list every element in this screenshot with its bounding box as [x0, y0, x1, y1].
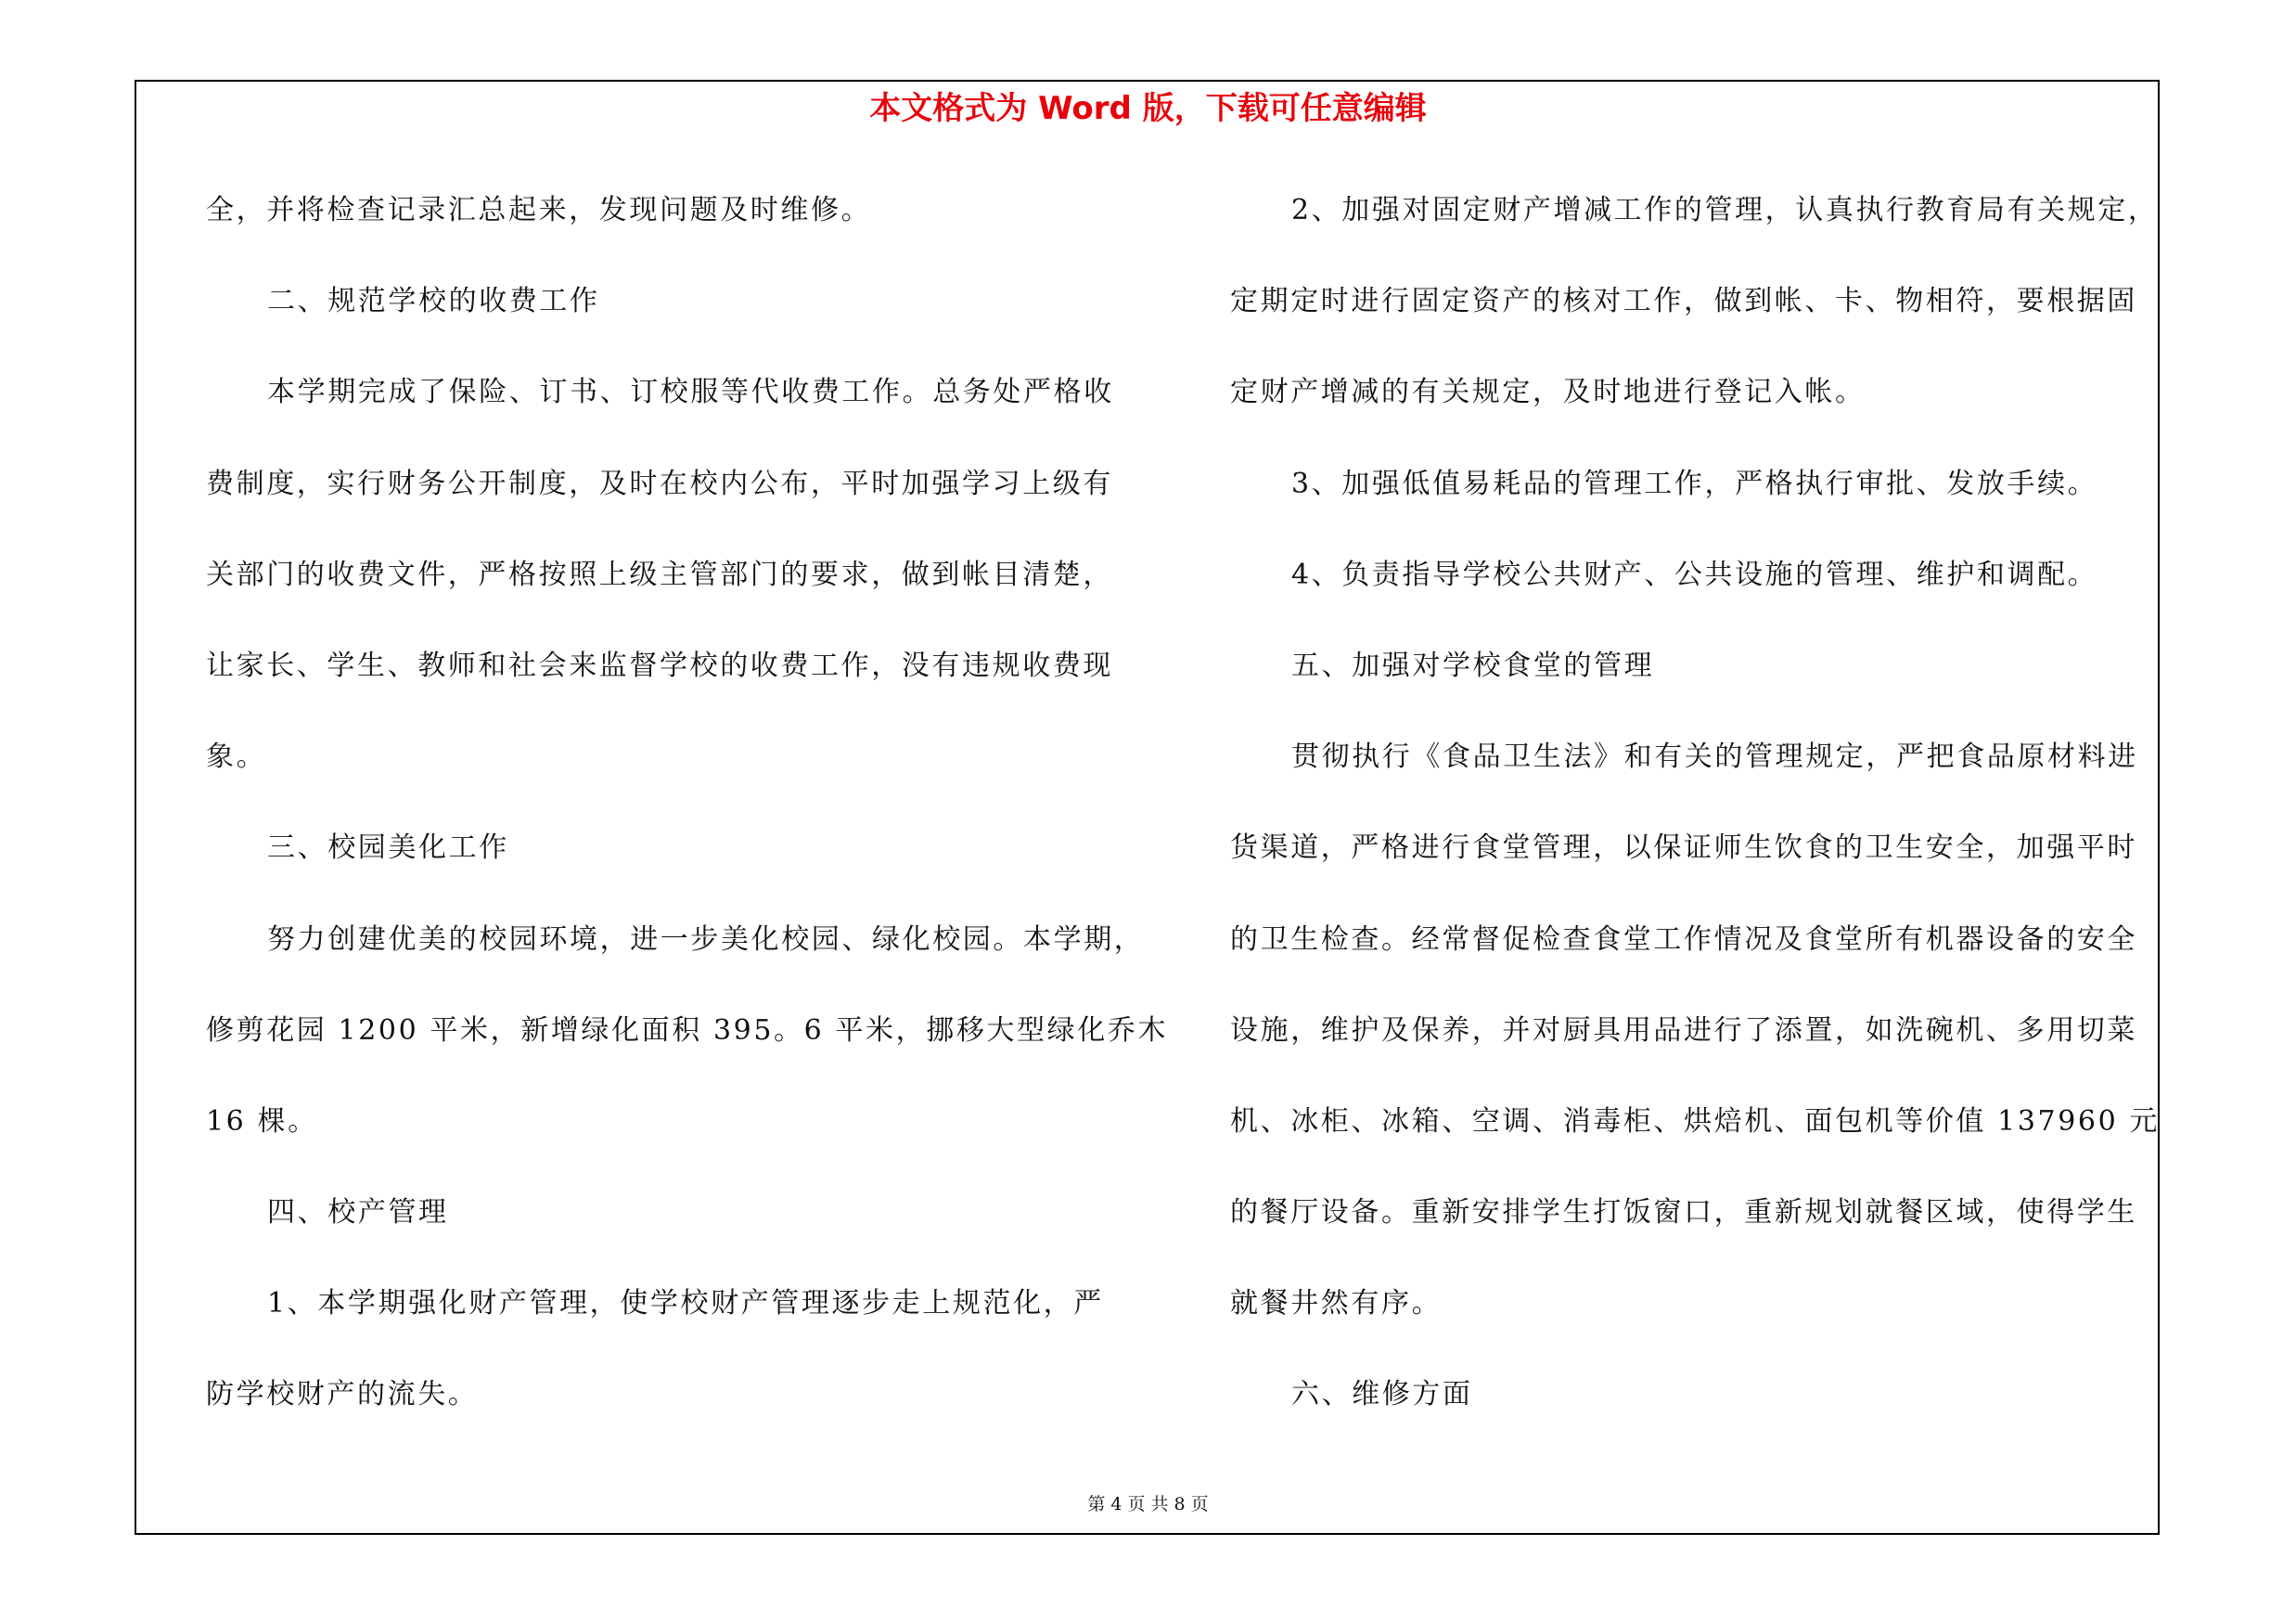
- paragraph-line: 努力创建优美的校园环境，进一步美化校园、绿化校园。本学期，: [267, 922, 1145, 956]
- paragraph-line: 2、加强对固定财产增减工作的管理，认真执行教育局有关规定，: [1291, 194, 2159, 226]
- paragraph-line: 设施，维护及保养，并对厨具用品进行了添置，如洗碗机、多用切菜: [1230, 1013, 2137, 1047]
- paragraph-line: 货渠道，严格进行食堂管理，以保证师生饮食的卫生安全，加强平时: [1230, 831, 2137, 865]
- section-heading-canteen: 五、加强对学校食堂的管理: [1291, 649, 1655, 682]
- paragraph-line: 的卫生检查。经常督促检查食堂工作情况及食堂所有机器设备的安全: [1230, 922, 2137, 956]
- paragraph-line: 就餐井然有序。: [1230, 1287, 1443, 1320]
- paragraph-line: 贯彻执行《食品卫生法》和有关的管理规定，严把食品原材料进: [1291, 741, 2138, 774]
- paragraph-line: 定期定时进行固定资产的核对工作，做到帐、卡、物相符，要根据固: [1230, 285, 2137, 318]
- paragraph-line: 防学校财产的流失。: [206, 1378, 479, 1411]
- left-text-column: [206, 182, 1169, 1458]
- paragraph-line: 4、负责指导学校公共财产、公共设施的管理、维护和调配。: [1291, 558, 2098, 591]
- paragraph-line: 全，并将检查记录汇总起来，发现问题及时维修。: [206, 194, 872, 226]
- paragraph-line: 让家长、学生、教师和社会来监督学校的收费工作，没有违规收费现: [206, 649, 1113, 682]
- paragraph-line: 16 棵。: [206, 1104, 318, 1138]
- paragraph-line: 关部门的收费文件，严格按照上级主管部门的要求，做到帐目清楚，: [206, 558, 1113, 591]
- paragraph-line: 机、冰柜、冰箱、空调、消毒柜、烘焙机、面包机等价值 137960 元: [1230, 1104, 2160, 1138]
- paragraph-line: 本学期完成了保险、订书、订校服等代收费工作。总务处严格收: [267, 376, 1114, 409]
- paragraph-line: 3、加强低值易耗品的管理工作，严格执行审批、发放手续。: [1291, 467, 2098, 500]
- word-format-banner: 本文格式为 Word 版，下载可任意编辑: [869, 90, 1427, 127]
- page-number: 第 4 页 共 8 页: [1087, 1494, 1209, 1514]
- paragraph-line: 象。: [206, 741, 267, 774]
- paragraph-line: 1、本学期强化财产管理，使学校财产管理逐步走上规范化，严: [267, 1287, 1104, 1320]
- paragraph-line: 定财产增减的有关规定，及时地进行登记入帐。: [1230, 376, 1866, 409]
- section-heading-fees: 二、规范学校的收费工作: [267, 285, 600, 318]
- paragraph-line: 费制度，实行财务公开制度，及时在校内公布，平时加强学习上级有: [206, 467, 1113, 500]
- paragraph-line: 的餐厅设备。重新安排学生打饭窗口，重新规划就餐区域，使得学生: [1230, 1196, 2137, 1230]
- right-text-column: [1230, 182, 2173, 1458]
- section-heading-repair: 六、维修方面: [1291, 1378, 1473, 1411]
- section-heading-campus: 三、校园美化工作: [267, 831, 509, 865]
- paragraph-line: 修剪花园 1200 平米，新增绿化面积 395。6 平米，挪移大型绿化乔木: [206, 1013, 1169, 1047]
- section-heading-property: 四、校产管理: [267, 1196, 449, 1230]
